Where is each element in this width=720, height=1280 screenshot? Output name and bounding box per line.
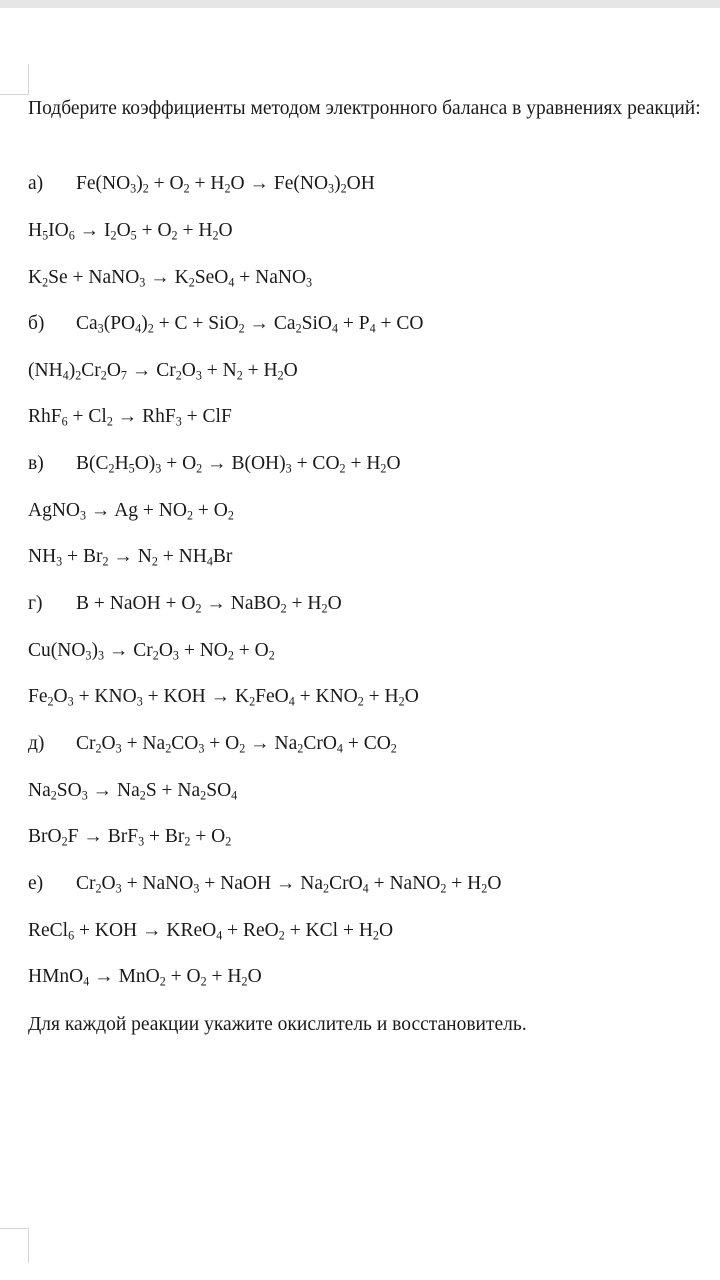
subscript: 2 [186,508,194,523]
subscript: 4 [83,974,90,989]
subscript: 4 [331,321,339,336]
subscript: 2 [241,974,248,989]
equation: $K_2Se$ + NaNO$_3$ → $K_2SeO_4$ + NaNO$_3$ [28,267,313,290]
subscript: 6 [68,228,75,243]
subscript: 3 [195,368,202,383]
subscript: 2 [372,928,379,943]
subscript: 6 [68,928,75,943]
equation: $Cu(NO_3)_3 \to Cr_2O_3 + NO_2 + O_2$ [28,640,275,663]
subscript: 3 [56,554,63,569]
subscript: 2 [108,461,115,476]
equation: B + NaOH + $O_2$ → NaBO$_2$ + $H_2O$ [76,593,342,616]
subscript: 4 [288,694,295,709]
subscript: 5 [130,228,137,243]
page-corner-mark-top [0,64,29,95]
subscript: 2 [152,648,159,663]
group-label: г) [28,593,43,614]
equation: ReCl$_6$ + KOH → KReO$_4$ + ReO$_2$ + KCl + $H_2O$ [28,920,394,943]
page-corner-mark-bottom [0,1228,29,1263]
subscript: 2 [171,228,178,243]
subscript: 3 [115,881,122,896]
subscript: 3 [115,741,122,756]
subscript: 4 [216,928,223,943]
subscript: 2 [151,554,158,569]
subscript: 2 [239,741,246,756]
subscript: 3 [80,508,87,523]
subscript: 2 [195,601,202,616]
subscript: 2 [196,461,203,476]
subscript: 3 [67,694,74,709]
equation: $Fe(NO_3)_2 + O_2 + H_2O \to Fe(NO_3)_2OH$ [76,173,375,196]
subscript: 3 [328,181,335,196]
equation-group-label [28,312,424,335]
closing-instruction: Для каждой реакции укажите окислитель и восстановитель. [28,1014,527,1035]
subscript: 3 [139,275,146,290]
subscript: 2 [357,694,364,709]
subscript: 3 [306,275,313,290]
equation-group-label [28,592,342,615]
equation: $Ca_3(PO_4)_2 + C + SiO_2 \to Ca_2SiO_4 + P_4$ + CO [76,313,424,336]
equation: $Na_2SO_3 \to Na_2S + Na_2SO_4$ [28,780,238,803]
subscript: 2 [339,461,346,476]
subscript: 4 [62,368,69,383]
subscript: 3 [198,741,205,756]
subscript: 2 [278,928,285,943]
subscript: 2 [110,228,117,243]
equation: $NH_3 + Br_2 \to N_2 + NH_4Br$ [28,546,233,569]
subscript: 2 [398,694,405,709]
equation-group-label [28,732,397,755]
subscript: 3 [130,181,137,196]
equation-group-label [28,452,401,475]
subscript: 3 [81,788,88,803]
subscript: 2 [159,974,166,989]
subscript: 2 [236,368,243,383]
subscript: 3 [85,648,92,663]
subscript: 2 [277,368,284,383]
subscript: 2 [165,741,172,756]
group-label: б) [28,313,45,334]
subscript: 3 [138,834,145,849]
subscript: 2 [102,554,109,569]
subscript: 2 [188,275,195,290]
subscript: 3 [97,321,104,336]
subscript: 2 [139,788,146,803]
subscript: 2 [142,181,149,196]
subscript: 2 [227,508,234,523]
subscript: 2 [227,648,234,663]
subscript: 2 [224,181,231,196]
equation: $RhF_6 + Cl_2 \to RhF_3$ + ClF [28,406,232,429]
subscript: 2 [50,788,57,803]
subscript: 2 [390,741,397,756]
subscript: 4 [369,321,376,336]
subscript: 3 [155,461,162,476]
equation: $(NH_4)_2Cr_2O_7 \to Cr_2O_3 + N_2 + H_2O$ [28,360,298,383]
subscript: 2 [380,461,387,476]
subscript: 3 [285,461,292,476]
group-label: д) [28,733,45,754]
subscript: 2 [200,974,207,989]
equation: $Cr_2O_3$ + NaNO$_3$ + NaOH → $Na_2CrO_4$ + NaNO$_2$ + $H_2O$ [76,873,502,896]
subscript: 2 [323,881,330,896]
equation: $B(C_2H_5O)_3 + O_2 \to B(OH)_3 + CO_2 + H_2O$ [76,453,401,476]
group-label: а) [28,173,44,194]
subscript: 2 [238,321,245,336]
subscript: 4 [231,788,238,803]
subscript: 2 [481,881,488,896]
subscript: 2 [280,601,287,616]
subscript: 2 [75,368,82,383]
subscript: 2 [47,694,54,709]
subscript: 2 [249,694,256,709]
equation: $H_5IO_6 \to I_2O_5 + O_2 + H_2O$ [28,220,233,243]
subscript: 4 [206,554,213,569]
subscript: 6 [61,414,68,429]
subscript: 5 [128,461,135,476]
subscript: 2 [147,321,154,336]
group-label: е) [28,873,44,894]
subscript: 2 [297,741,304,756]
subscript: 2 [42,275,49,290]
subscript: 4 [135,321,142,336]
subscript: 2 [295,321,302,336]
subscript: 2 [200,788,207,803]
subscript: 2 [440,881,447,896]
subscript: 2 [95,741,102,756]
top-status-bar [0,0,720,8]
equation: AgNO$_3$ → $Ag + NO_2 + O_2$ [28,500,234,523]
subscript: 2 [321,601,328,616]
subscript: 2 [61,834,68,849]
equation-group-label [28,872,501,895]
subscript: 3 [136,694,143,709]
subscript: 2 [212,228,219,243]
subscript: 2 [183,181,190,196]
equation-group-label [28,172,375,195]
group-label: в) [28,453,44,474]
subscript: 2 [106,414,113,429]
subscript: 2 [340,181,347,196]
subscript: 2 [95,881,102,896]
subscript: 4 [336,741,343,756]
equation: $BrO_2F \to BrF_3 + Br_2 + O_2$ [28,826,232,849]
task-instruction: Подберите коэффициенты методом электронного баланса в уравнениях реакций: [28,98,701,119]
subscript: 2 [268,648,275,663]
subscript: 2 [175,368,182,383]
subscript: 3 [193,881,200,896]
subscript: 4 [228,275,235,290]
subscript: 5 [42,228,49,243]
subscript: 2 [184,834,191,849]
subscript: 2 [225,834,232,849]
equation: HMnO$_4$ → $MnO_2 + O_2 + H_2O$ [28,966,262,989]
subscript: 4 [362,881,369,896]
subscript: 3 [175,414,182,429]
subscript: 2 [100,368,107,383]
equation: $Cr_2O_3 + Na_2CO_3 + O_2 \to Na_2CrO_4 + CO_2$ [76,733,397,756]
subscript: 3 [97,648,105,663]
equation: $Fe_2O_3 + KNO_3$ + KOH → $K_2FeO_4 + KNO_2 + H_2O$ [28,686,419,709]
subscript: 3 [172,648,179,663]
subscript: 7 [120,368,127,383]
